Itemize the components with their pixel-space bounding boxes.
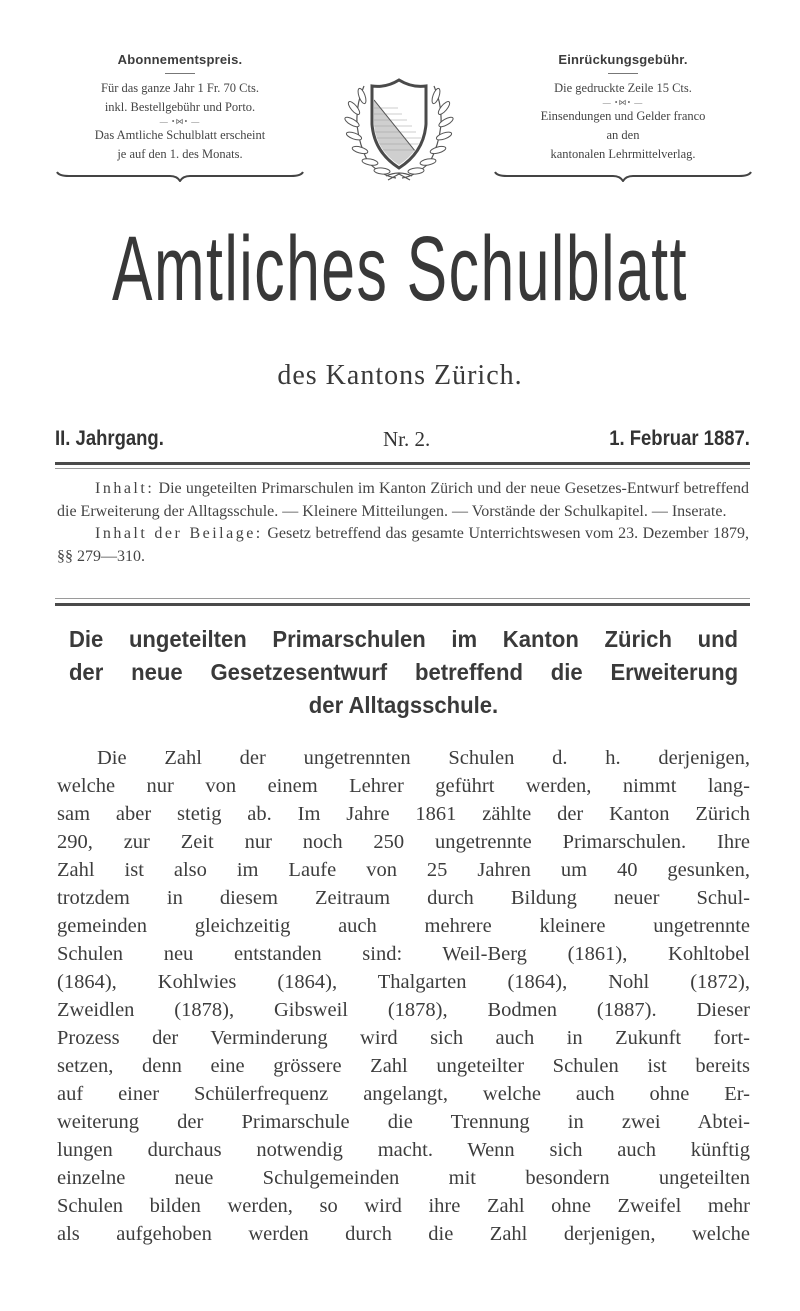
divider bbox=[608, 73, 638, 74]
table-of-contents bbox=[57, 478, 749, 568]
article-body bbox=[57, 744, 750, 1248]
coat-of-arms-icon bbox=[338, 72, 460, 184]
subscription-line: Für das ganze Jahr 1 Fr. 70 Cts. bbox=[101, 81, 259, 95]
contents-label: Inhalt: bbox=[95, 480, 155, 497]
volume: II. Jahrgang. bbox=[55, 427, 164, 450]
body-line: welche nur von einem Lehrer geführt werden, nimmt lang- bbox=[57, 775, 750, 797]
body-line: gemeinden gleichzeitig auch mehrere kleinere ungetrennte bbox=[57, 915, 750, 937]
issue-date: 1. Februar 1887. bbox=[609, 427, 750, 450]
subscription-heading: Abonnementspreis. bbox=[117, 52, 243, 67]
article-title-line: Die ungeteilten Primarschulen im Kanton Zürich und bbox=[68, 626, 739, 652]
submission-line: kantonalen Lehrmittelverlag. bbox=[550, 147, 696, 161]
subscription-line: inkl. Bestellgebühr und Porto. bbox=[104, 100, 256, 114]
submission-line: Einsendungen und Gelder franco bbox=[540, 109, 706, 123]
supplement-label: Inhalt der Beilage: bbox=[95, 525, 263, 542]
divider-rule bbox=[55, 462, 750, 465]
ornament-divider: — •⋈• — bbox=[602, 98, 644, 107]
body-line: (1864), Kohlwies (1864), Thalgarten (1864), Nohl (1872), bbox=[57, 971, 750, 993]
body-line: Schulen bilden werden, so wird ihre Zahl ohne Zweifel mehr bbox=[57, 1195, 750, 1217]
body-line: Zweidlen (1878), Gibsweil (1878), Bodmen (1887). Dieser bbox=[57, 999, 750, 1021]
masthead-title: Amtliches Schulblatt bbox=[112, 218, 688, 320]
ornament-divider: — •⋈• — bbox=[159, 117, 201, 126]
article-title-line: der Alltagsschule. bbox=[308, 692, 499, 718]
brace-ornament bbox=[55, 170, 305, 182]
issue-number: Nr. 2. bbox=[383, 427, 431, 451]
body-line: Die Zahl der ungetrennten Schulen d. h. derjenigen, bbox=[97, 747, 750, 769]
subscription-price-box bbox=[55, 52, 305, 187]
publication-line: Das Amtliche Schulblatt erscheint bbox=[94, 128, 266, 142]
body-line: sam aber stetig ab. Im Jahre 1861 zählte der Kanton Zürich bbox=[57, 803, 750, 825]
fee-line: Die gedruckte Zeile 15 Cts. bbox=[554, 81, 692, 95]
body-line: trotzdem in diesem Zeitraum durch Bildung neuer Schul- bbox=[57, 887, 750, 909]
divider bbox=[165, 73, 195, 74]
body-line: Schulen neu entstanden sind: Weil-Berg (1861), Kohltobel bbox=[57, 943, 750, 965]
article-title-line: der neue Gesetzesentwurf betreffend die Erweiterung bbox=[68, 659, 739, 685]
body-line: Prozess der Verminderung wird sich auch in Zukunft fort- bbox=[57, 1027, 750, 1049]
supplement-text: Gesetz betreffend das gesamte Unterrichtswesen vom 23. Dezember 1879, §§ 279—310. bbox=[57, 525, 750, 565]
body-line: setzen, denn eine grössere Zahl ungeteilter Schulen ist bereits bbox=[57, 1055, 750, 1077]
divider-rule bbox=[55, 603, 750, 606]
advertising-heading: Einrückungsgebühr. bbox=[558, 52, 688, 67]
divider-rule bbox=[55, 598, 750, 599]
masthead-subtitle: des Kantons Zürich. bbox=[277, 360, 523, 391]
brace-ornament bbox=[493, 170, 753, 182]
body-line: einzelne neue Schulgemeinden mit besondern ungeteilten bbox=[57, 1167, 750, 1189]
body-line: weiterung der Primarschule die Trennung in zwei Abtei- bbox=[57, 1111, 750, 1133]
publication-line: je auf den 1. des Monats. bbox=[117, 147, 243, 161]
issue-info bbox=[55, 427, 750, 457]
divider-rule bbox=[55, 468, 750, 469]
advertising-fee-box bbox=[493, 52, 753, 187]
contents-text: Die ungeteilten Primarschulen im Kanton Zürich und der neue Gesetzes-Entwurf betreffend die Erweiterung der Alltagsschule. — Kleinere Mitteilungen. — Vorstände der Schulkapitel. — Inserate. bbox=[57, 480, 750, 520]
body-line: Zahl ist also im Laufe von 25 Jahren um 40 gesunken, bbox=[57, 859, 750, 881]
body-line: als aufgehoben werden durch die Zahl derjenigen, welche bbox=[57, 1223, 750, 1245]
article-title bbox=[55, 623, 752, 722]
body-line: 290, zur Zeit nur noch 250 ungetrennte Primarschulen. Ihre bbox=[57, 831, 750, 853]
body-line: auf einer Schülerfrequenz angelangt, welche auch ohne Er- bbox=[57, 1083, 750, 1105]
body-line: lungen durchaus notwendig macht. Wenn sich auch künftig bbox=[57, 1139, 750, 1161]
submission-line: an den bbox=[606, 128, 640, 142]
